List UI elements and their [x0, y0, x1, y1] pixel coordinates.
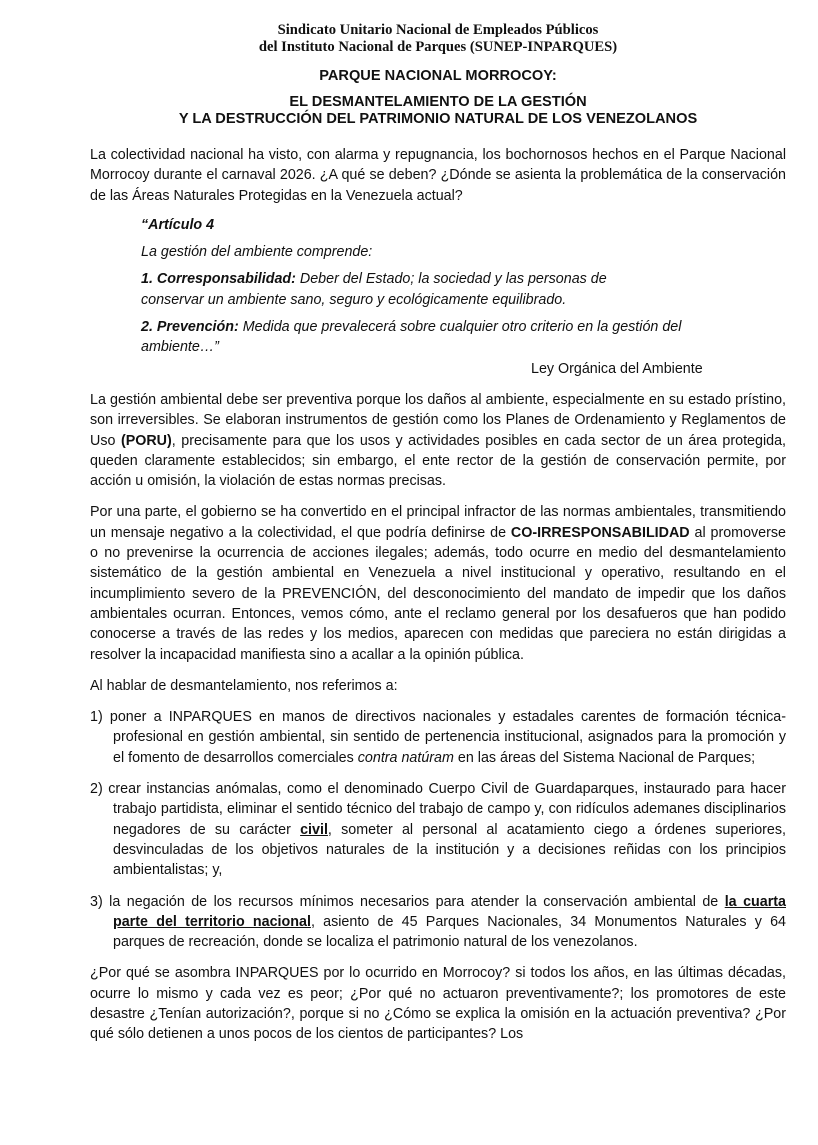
list-item-1: [90, 707, 786, 768]
paragraph-government: [90, 502, 786, 664]
para1-text-c: , precisamente para que los usos y actividades posibles en cada sector de un área protegida, queden claramente establecidos; sin embargo, el ente rector de la gestión de conservación permite, por acción u omisión, la violación de estas normas precisas.: [90, 432, 787, 490]
paragraph-prevention: [90, 390, 786, 491]
list-item-2-underlined: civil: [300, 821, 328, 838]
list-item-1-c: en las áreas del Sistema Nacional de Parques;: [453, 749, 756, 766]
para2-coirresponsabilidad: CO-IRRESPONSABILIDAD: [510, 524, 690, 541]
quote-lead: La gestión del ambiente comprende:: [141, 244, 373, 261]
list-item-1-italic: contra natúram: [357, 749, 454, 766]
header-line-1: Sindicato Unitario Nacional de Empleados Públicos: [277, 22, 599, 38]
document-title: [90, 68, 786, 128]
para1-text-a: La gestión ambiental debe ser preventiva porque los daños al ambiente, especialmente en su estado prístino, son irreversibles. Se elaboran instrumentos de gestión como los Planes de Ordenamiento y Reglamentos de Uso: [90, 391, 786, 449]
list-item-3-c: , asiento de 45 Parques Nacionales, 34 Monumentos Naturales y 64 parques de recreación, donde se localiza el patrimonio natural de los venezolanos.: [113, 913, 787, 951]
quote-item-1: [141, 269, 641, 310]
quote-source: Ley Orgánica del Ambiente: [531, 360, 703, 377]
list-item-1-a: 1) poner a INPARQUES en manos de directivos nacionales y estadales carentes de formación técnica-profesional en gestión ambiental, sin sentido de pertenencia institucional, asignados para la promoción y el fomento de desarrollos comerciales: [90, 709, 786, 766]
list-item-2-a: 2) crear instancias anómalas, como el denominado Cuerpo Civil de Guardaparques, instaurado para hacer trabajo partidista, eliminar el sentido técnico del trabajo de campo y, con ridículos ademanes disciplinarios negadores de su carácter: [90, 781, 786, 838]
para1-poru: (PORU): [120, 432, 172, 449]
para2-text-a: Por una parte, el gobierno se ha convertido en el principal infractor de las normas ambientales, transmitiendo un mensaje negativo a la colectividad, el que podría definirse de: [90, 504, 786, 541]
list-item-3-underlined: la cuarta parte del territorio nacional: [113, 893, 786, 930]
quote-item-1-text: Deber del Estado; la sociedad y las personas de conservar un ambiente sano, seguro y ecológicamente equilibrado.: [141, 271, 607, 308]
law-quote: [141, 215, 786, 379]
organization-header: [90, 22, 786, 56]
paragraph-questions: ¿Por qué se asombra INPARQUES por lo ocurrido en Morrocoy? si todos los años, en las últimas décadas, ocurre lo mismo y cada vez es peor; ¿Por qué no actuaron preventivamente?; los promotores de este desastre ¿Tenían autorización?, porque si no ¿Cómo se explica la omisión en la actuación preventiva? ¿Por qué sólo detienen a unos pocos de los cientos de participantes? Los: [90, 965, 786, 1043]
quote-item-2: [141, 317, 691, 358]
list-item-3: [90, 892, 786, 953]
intro-paragraph: La colectividad nacional ha visto, con alarma y repugnancia, los bochornosos hechos en el Parque Nacional Morrocoy durante el carnaval 2026. ¿A qué se deben? ¿Dónde se asienta la problemática de la conservación de las Áreas Naturales Protegidas en la Venezuela actual?: [90, 147, 786, 204]
list-item-3-a: 3) la negación de los recursos mínimos necesarios para atender la conservación ambiental de: [90, 893, 725, 910]
list-item-2: [90, 779, 786, 880]
quote-item-2-text: Medida que prevalecerá sobre cualquier otro criterio en la gestión del ambiente…”: [141, 319, 682, 356]
list-item-2-c: , someter al personal al acatamiento ciego a órdenes superiores, desvinculadas de los objetivos naturales de la institución y a decisiones reñidas con los principios ambientalistas; y,: [113, 821, 786, 879]
title-line-1: PARQUE NACIONAL MORROCOY:: [319, 68, 557, 84]
para2-text-c: al promoverse o no prevenirse la ocurrencia de acciones ilegales; además, todo ocurre en medio del desmantelamiento sistemático de la gestión ambiental en Venezuela a nivel institucional y operativo, resultando en el incumplimiento severo de la PREVENCIÓN, del desconocimiento del mandato de impedir que los daños ambientales ocurran. Entonces, vemos cómo, ante el reclamo general por los desafueros que han podido conocerse a través de las redes y los medios, aparecen con medidas que pareciera no están dirigidas a resolver la incapacidad manifiesta sino a acallar a la opinión pública.: [90, 524, 786, 663]
header-line-2: del Instituto Nacional de Parques (SUNEP-INPARQUES): [258, 39, 618, 55]
quote-item-2-label: 2. Prevención:: [141, 319, 239, 336]
title-line-2: EL DESMANTELAMIENTO DE LA GESTIÓN: [289, 94, 587, 110]
quote-item-1-label: 1. Corresponsabilidad:: [141, 271, 296, 288]
quote-heading: “Artículo 4: [141, 216, 215, 233]
paragraph-dismantling-intro: Al hablar de desmantelamiento, nos referimos a:: [90, 677, 398, 694]
title-line-3: Y LA DESTRUCCIÓN DEL PATRIMONIO NATURAL DE LOS VENEZOLANOS: [178, 111, 698, 127]
